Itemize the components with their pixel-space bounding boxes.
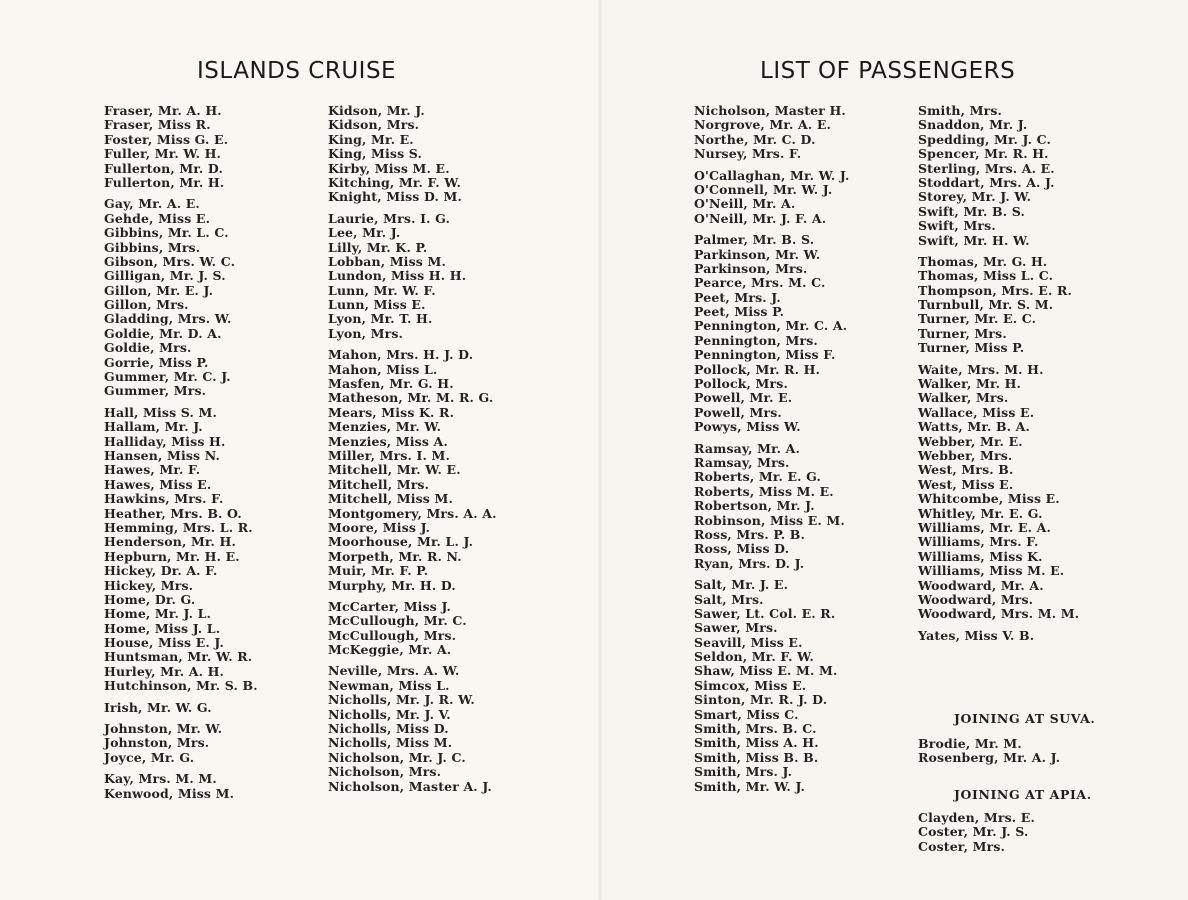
- passenger-entry: Waite, Mrs. M. H.: [918, 361, 1044, 377]
- passenger-entry: Webber, Mrs.: [918, 447, 1013, 463]
- passenger-entry: Woodward, Mr. A.: [918, 577, 1044, 593]
- passenger-entry: Miller, Mrs. I. M.: [328, 447, 451, 463]
- passenger-entry: Mahon, Miss L.: [328, 361, 438, 377]
- passenger-entry: Mitchell, Miss M.: [328, 491, 453, 507]
- passenger-entry: Morpeth, Mr. R. N.: [328, 548, 462, 564]
- passenger-entry: Hurley, Mr. A. H.: [104, 663, 225, 679]
- passenger-entry: Spedding, Mr. J. C.: [918, 131, 1052, 147]
- passenger-entry: Nicholls, Mr. J. R. W.: [328, 692, 475, 708]
- passenger-entry: Sinton, Mr. R. J. D.: [694, 692, 828, 708]
- passenger-entry: Hepburn, Mr. H. E.: [104, 548, 240, 564]
- passenger-entry: Pollock, Mrs.: [694, 376, 788, 392]
- passenger-column-2: [328, 104, 497, 794]
- passenger-entry: Johnston, Mr. W.: [104, 721, 223, 737]
- passenger-entry: Gehde, Miss E.: [104, 210, 211, 226]
- passenger-entry: Woodward, Mrs. M. M.: [918, 606, 1080, 622]
- passenger-entry: Kidson, Mrs.: [328, 117, 420, 133]
- passenger-entry: Hickey, Mrs.: [104, 577, 194, 593]
- passenger-entry: Mears, Miss K. R.: [328, 404, 455, 420]
- passenger-entry: Neville, Mrs. A. W.: [328, 663, 460, 679]
- passenger-entry: Ramsay, Mr. A.: [694, 440, 801, 456]
- passenger-entry: Coster, Mr. J. S.: [918, 824, 1029, 840]
- passenger-entry: Nicholson, Mr. J. C.: [328, 749, 466, 765]
- passenger-entry: Gorrie, Miss P.: [104, 354, 209, 370]
- passenger-entry: Stoddart, Mrs. A. J.: [918, 174, 1055, 190]
- passenger-entry: King, Miss S.: [328, 146, 423, 162]
- passenger-entry: Salt, Mrs.: [694, 591, 764, 607]
- passenger-entry: Powell, Mrs.: [694, 404, 782, 420]
- passenger-entry: Moore, Miss J.: [328, 519, 431, 535]
- passenger-entry: Fullerton, Mr. H.: [104, 174, 225, 190]
- passenger-entry: Kenwood, Miss M.: [104, 785, 235, 801]
- passenger-entry: Fuller, Mr. W. H.: [104, 146, 222, 162]
- passenger-entry: Gilligan, Mr. J. S.: [104, 268, 226, 284]
- passenger-entry: Robinson, Miss E. M.: [694, 512, 845, 528]
- passenger-entry: Joyce, Mr. G.: [104, 749, 195, 765]
- passenger-entry: Kay, Mrs. M. M.: [104, 771, 217, 787]
- passenger-entry: Matheson, Mr. M. R. G.: [328, 390, 494, 406]
- passenger-entry: Laurie, Mrs. I. G.: [328, 210, 450, 226]
- passenger-entry: Lyon, Mrs.: [328, 325, 404, 341]
- passenger-entry: Hansen, Miss N.: [104, 447, 221, 463]
- passenger-entry: Thomas, Miss L. C.: [918, 268, 1054, 284]
- passenger-entry: Knight, Miss D. M.: [328, 189, 463, 205]
- passenger-entry: Salt, Mr. J. E.: [694, 577, 789, 593]
- passenger-entry: Heather, Mrs. B. O.: [104, 505, 242, 521]
- passenger-entry: Montgomery, Mrs. A. A.: [328, 505, 497, 521]
- passenger-entry: Swift, Mr. H. W.: [918, 232, 1030, 248]
- passenger-entry: Roberts, Miss M. E.: [694, 483, 834, 499]
- passenger-entry: Shaw, Miss E. M. M.: [694, 663, 838, 679]
- passenger-entry: O'Neill, Mr. A.: [694, 196, 796, 212]
- passenger-entry: Williams, Mr. E. A.: [918, 519, 1051, 535]
- passenger-entry: Yates, Miss V. B.: [918, 627, 1035, 643]
- passenger-entry: Gummer, Mrs.: [104, 383, 207, 399]
- passenger-entry: Northe, Mr. C. D.: [694, 131, 816, 147]
- passenger-entry: Home, Miss J. L.: [104, 620, 221, 636]
- passenger-entry: Gummer, Mr. C. J.: [104, 369, 231, 385]
- passenger-entry: Goldie, Mr. D. A.: [104, 325, 222, 341]
- passenger-entry: Whitcombe, Miss E.: [918, 491, 1060, 507]
- passenger-entry: Kidson, Mr. J.: [328, 103, 425, 118]
- passenger-entry: Lilly, Mr. K. P.: [328, 239, 428, 255]
- passenger-entry: Lundon, Miss H. H.: [328, 268, 467, 284]
- passenger-entry: Thompson, Mrs. E. R.: [918, 282, 1072, 298]
- passenger-entry: Hawes, Mr. F.: [104, 462, 201, 478]
- passenger-entry: Home, Mr. J. L.: [104, 606, 212, 622]
- passenger-entry: Lyon, Mr. T. H.: [328, 311, 433, 327]
- passenger-entry: Lunn, Miss E.: [328, 297, 426, 313]
- passenger-entry: Nicholson, Master H.: [694, 103, 846, 118]
- passenger-entry: Pennington, Mr. C. A.: [694, 318, 848, 334]
- passenger-entry: House, Miss E. J.: [104, 635, 225, 651]
- right-page: [600, 0, 1188, 900]
- passenger-entry: Coster, Mrs.: [918, 838, 1006, 854]
- passenger-entry: Spencer, Mr. R. H.: [918, 146, 1049, 162]
- passenger-entry: West, Miss E.: [918, 476, 1014, 492]
- passenger-entry: Lee, Mr. J.: [328, 225, 401, 241]
- passenger-entry: Hall, Miss S. M.: [104, 404, 217, 420]
- passenger-entry: O'Callaghan, Mr. W. J.: [694, 167, 850, 183]
- passenger-entry: McCullough, Mrs.: [328, 627, 457, 643]
- passenger-entry: O'Connell, Mr. W. J.: [694, 181, 833, 197]
- passenger-entry: Smith, Mr. W. J.: [694, 778, 806, 794]
- passenger-entry: Seldon, Mr. F. W.: [694, 649, 814, 665]
- passenger-entry: Newman, Miss L.: [328, 677, 450, 693]
- joining-at-suva-heading: JOINING AT SUVA.: [954, 711, 1096, 726]
- passenger-entry: Gillon, Mr. E. J.: [104, 282, 214, 298]
- passenger-entry: Gay, Mr. A. E.: [104, 196, 200, 212]
- passenger-entry: Moorhouse, Mr. L. J.: [328, 534, 474, 550]
- passenger-entry: Nicholls, Miss M.: [328, 735, 453, 751]
- passenger-entry: McCullough, Mr. C.: [328, 613, 467, 629]
- passenger-entry: Sawer, Mrs.: [694, 620, 778, 636]
- passenger-entry: Clayden, Mrs. E.: [918, 810, 1035, 825]
- passenger-entry: Foster, Miss G. E.: [104, 131, 229, 147]
- passenger-entry: Henderson, Mr. H.: [104, 534, 236, 550]
- passenger-entry: Palmer, Mr. B. S.: [694, 232, 815, 248]
- passenger-entry: Pollock, Mr. R. H.: [694, 361, 821, 377]
- page-title-left: ISLANDS CRUISE: [197, 58, 397, 84]
- passenger-entry: Fraser, Miss R.: [104, 117, 211, 133]
- passenger-entry: Williams, Mrs. F.: [918, 534, 1039, 550]
- passenger-entry: Goldie, Mrs.: [104, 340, 192, 356]
- passenger-entry: Nicholson, Master A. J.: [328, 778, 492, 794]
- passenger-entry: Powys, Miss W.: [694, 419, 801, 435]
- passenger-entry: Hallam, Mr. J.: [104, 419, 203, 435]
- passenger-entry: Pennington, Mrs.: [694, 332, 818, 348]
- passenger-entry: Turnbull, Mr. S. M.: [918, 297, 1054, 313]
- passenger-entry: Gibbins, Mr. L. C.: [104, 225, 229, 241]
- passenger-entry: Pennington, Miss F.: [694, 347, 836, 363]
- passenger-entry: Turner, Mrs.: [918, 325, 1007, 341]
- passenger-entry: Hemming, Mrs. L. R.: [104, 519, 253, 535]
- passenger-entry: Peet, Mrs. J.: [694, 289, 781, 305]
- passenger-entry: Hutchinson, Mr. S. B.: [104, 678, 258, 694]
- passenger-entry: Simcox, Miss E.: [694, 677, 807, 693]
- passenger-entry: Gladding, Mrs. W.: [104, 311, 232, 327]
- passenger-column-3: [694, 104, 849, 794]
- passenger-entry: Lunn, Mr. W. F.: [328, 282, 436, 298]
- passenger-entry: Smith, Mrs.: [918, 103, 1003, 118]
- passenger-entry: Norgrove, Mr. A. E.: [694, 117, 832, 133]
- passenger-entry: Nicholls, Miss D.: [328, 721, 449, 737]
- passenger-entry: Wallace, Miss E.: [918, 404, 1035, 420]
- passenger-entry: Mitchell, Mrs.: [328, 476, 430, 492]
- passenger-entry: Smith, Mrs. J.: [694, 764, 793, 780]
- passenger-entry: Ross, Miss D.: [694, 541, 790, 557]
- passenger-entry: Smith, Miss A. H.: [694, 735, 819, 751]
- passenger-entry: Rosenberg, Mr. A. J.: [918, 750, 1061, 766]
- passenger-entry: Thomas, Mr. G. H.: [918, 253, 1048, 269]
- passenger-entry: Turner, Mr. E. C.: [918, 311, 1037, 327]
- passenger-entry: Huntsman, Mr. W. R.: [104, 649, 253, 665]
- passenger-entry: Brodie, Mr. M.: [918, 736, 1022, 751]
- passenger-entry: Kitching, Mr. F. W.: [328, 174, 461, 190]
- passenger-entry: Ryan, Mrs. D. J.: [694, 555, 805, 571]
- passenger-entry: Nicholson, Mrs.: [328, 764, 442, 780]
- passenger-entry: O'Neill, Mr. J. F. A.: [694, 210, 827, 226]
- passenger-entry: Watts, Mr. B. A.: [918, 419, 1031, 435]
- passenger-entry: Mahon, Mrs. H. J. D.: [328, 347, 474, 363]
- passenger-column-4: [918, 104, 1079, 643]
- passenger-entry: Robertson, Mr. J.: [694, 498, 815, 514]
- passenger-entry: McCarter, Miss J.: [328, 598, 452, 614]
- passenger-entry: Williams, Miss M. E.: [918, 563, 1065, 579]
- passenger-entry: Ramsay, Mrs.: [694, 454, 790, 470]
- passenger-entry: Smith, Miss B. B.: [694, 749, 819, 765]
- passenger-entry: Fraser, Mr. A. H.: [104, 103, 222, 118]
- passenger-entry: Irish, Mr. W. G.: [104, 699, 212, 715]
- page-title-right: LIST OF PASSENGERS: [760, 58, 1016, 84]
- passenger-entry: Swift, Mr. B. S.: [918, 203, 1025, 219]
- passenger-entry: Nicholls, Mr. J. V.: [328, 706, 451, 722]
- passenger-entry: Turner, Miss P.: [918, 340, 1025, 356]
- page-gutter: [598, 0, 602, 900]
- passenger-entry: Powell, Mr. E.: [694, 390, 793, 406]
- passenger-entry: Parkinson, Mrs.: [694, 260, 808, 276]
- passenger-entry: Hawkins, Mrs. F.: [104, 491, 224, 507]
- passenger-entry: Home, Dr. G.: [104, 591, 196, 607]
- passenger-entry: Ross, Mrs. P. B.: [694, 526, 806, 542]
- passenger-entry: Snaddon, Mr. J.: [918, 117, 1028, 133]
- passenger-entry: Muir, Mr. F. P.: [328, 563, 429, 579]
- passenger-entry: Roberts, Mr. E. G.: [694, 469, 822, 485]
- passenger-entry: Walker, Mr. H.: [918, 376, 1022, 392]
- passenger-entry: Hickey, Dr. A. F.: [104, 563, 218, 579]
- passenger-entry: Nursey, Mrs. F.: [694, 146, 802, 162]
- passenger-entry: Smart, Miss C.: [694, 706, 799, 722]
- passenger-entry: Smith, Mrs. B. C.: [694, 721, 817, 737]
- passenger-entry: Swift, Mrs.: [918, 218, 996, 234]
- passenger-entry: Williams, Miss K.: [918, 548, 1043, 564]
- passenger-entry: Kirby, Miss M. E.: [328, 160, 450, 176]
- passenger-entry: Gillon, Mrs.: [104, 297, 189, 313]
- passenger-entry: Gibson, Mrs. W. C.: [104, 253, 236, 269]
- passenger-entry: Johnston, Mrs.: [104, 735, 210, 751]
- passenger-entry: Whitley, Mr. E. G.: [918, 505, 1043, 521]
- passenger-entry: Hawes, Miss E.: [104, 476, 212, 492]
- joining-at-suva-list: [918, 737, 1060, 766]
- passenger-entry: Menzies, Miss A.: [328, 433, 448, 449]
- passenger-entry: Sterling, Mrs. A. E.: [918, 160, 1055, 176]
- passenger-entry: Murphy, Mr. H. D.: [328, 577, 456, 593]
- passenger-entry: Fullerton, Mr. D.: [104, 160, 223, 176]
- passenger-entry: West, Mrs. B.: [918, 462, 1014, 478]
- passenger-entry: Webber, Mr. E.: [918, 433, 1023, 449]
- passenger-entry: Peet, Miss P.: [694, 304, 785, 320]
- passenger-entry: Storey, Mr. J. W.: [918, 189, 1032, 205]
- joining-at-apia-heading: JOINING AT APIA.: [954, 787, 1092, 802]
- passenger-entry: Woodward, Mrs.: [918, 591, 1034, 607]
- passenger-entry: Menzies, Mr. W.: [328, 419, 442, 435]
- passenger-entry: Halliday, Miss H.: [104, 433, 226, 449]
- passenger-entry: Sawer, Lt. Col. E. R.: [694, 605, 836, 621]
- passenger-entry: Seavill, Miss E.: [694, 634, 803, 650]
- passenger-column-1: [104, 104, 258, 801]
- joining-at-apia-list: [918, 811, 1035, 854]
- passenger-entry: McKeggie, Mr. A.: [328, 642, 452, 658]
- passenger-entry: Pearce, Mrs. M. C.: [694, 275, 826, 291]
- passenger-entry: Walker, Mrs.: [918, 390, 1009, 406]
- passenger-entry: Mitchell, Mr. W. E.: [328, 462, 461, 478]
- passenger-entry: Lobban, Miss M.: [328, 253, 446, 269]
- passenger-entry: Parkinson, Mr. W.: [694, 246, 821, 262]
- passenger-entry: Gibbins, Mrs.: [104, 239, 201, 255]
- passenger-entry: King, Mr. E.: [328, 131, 414, 147]
- passenger-entry: Masfen, Mr. G. H.: [328, 376, 454, 392]
